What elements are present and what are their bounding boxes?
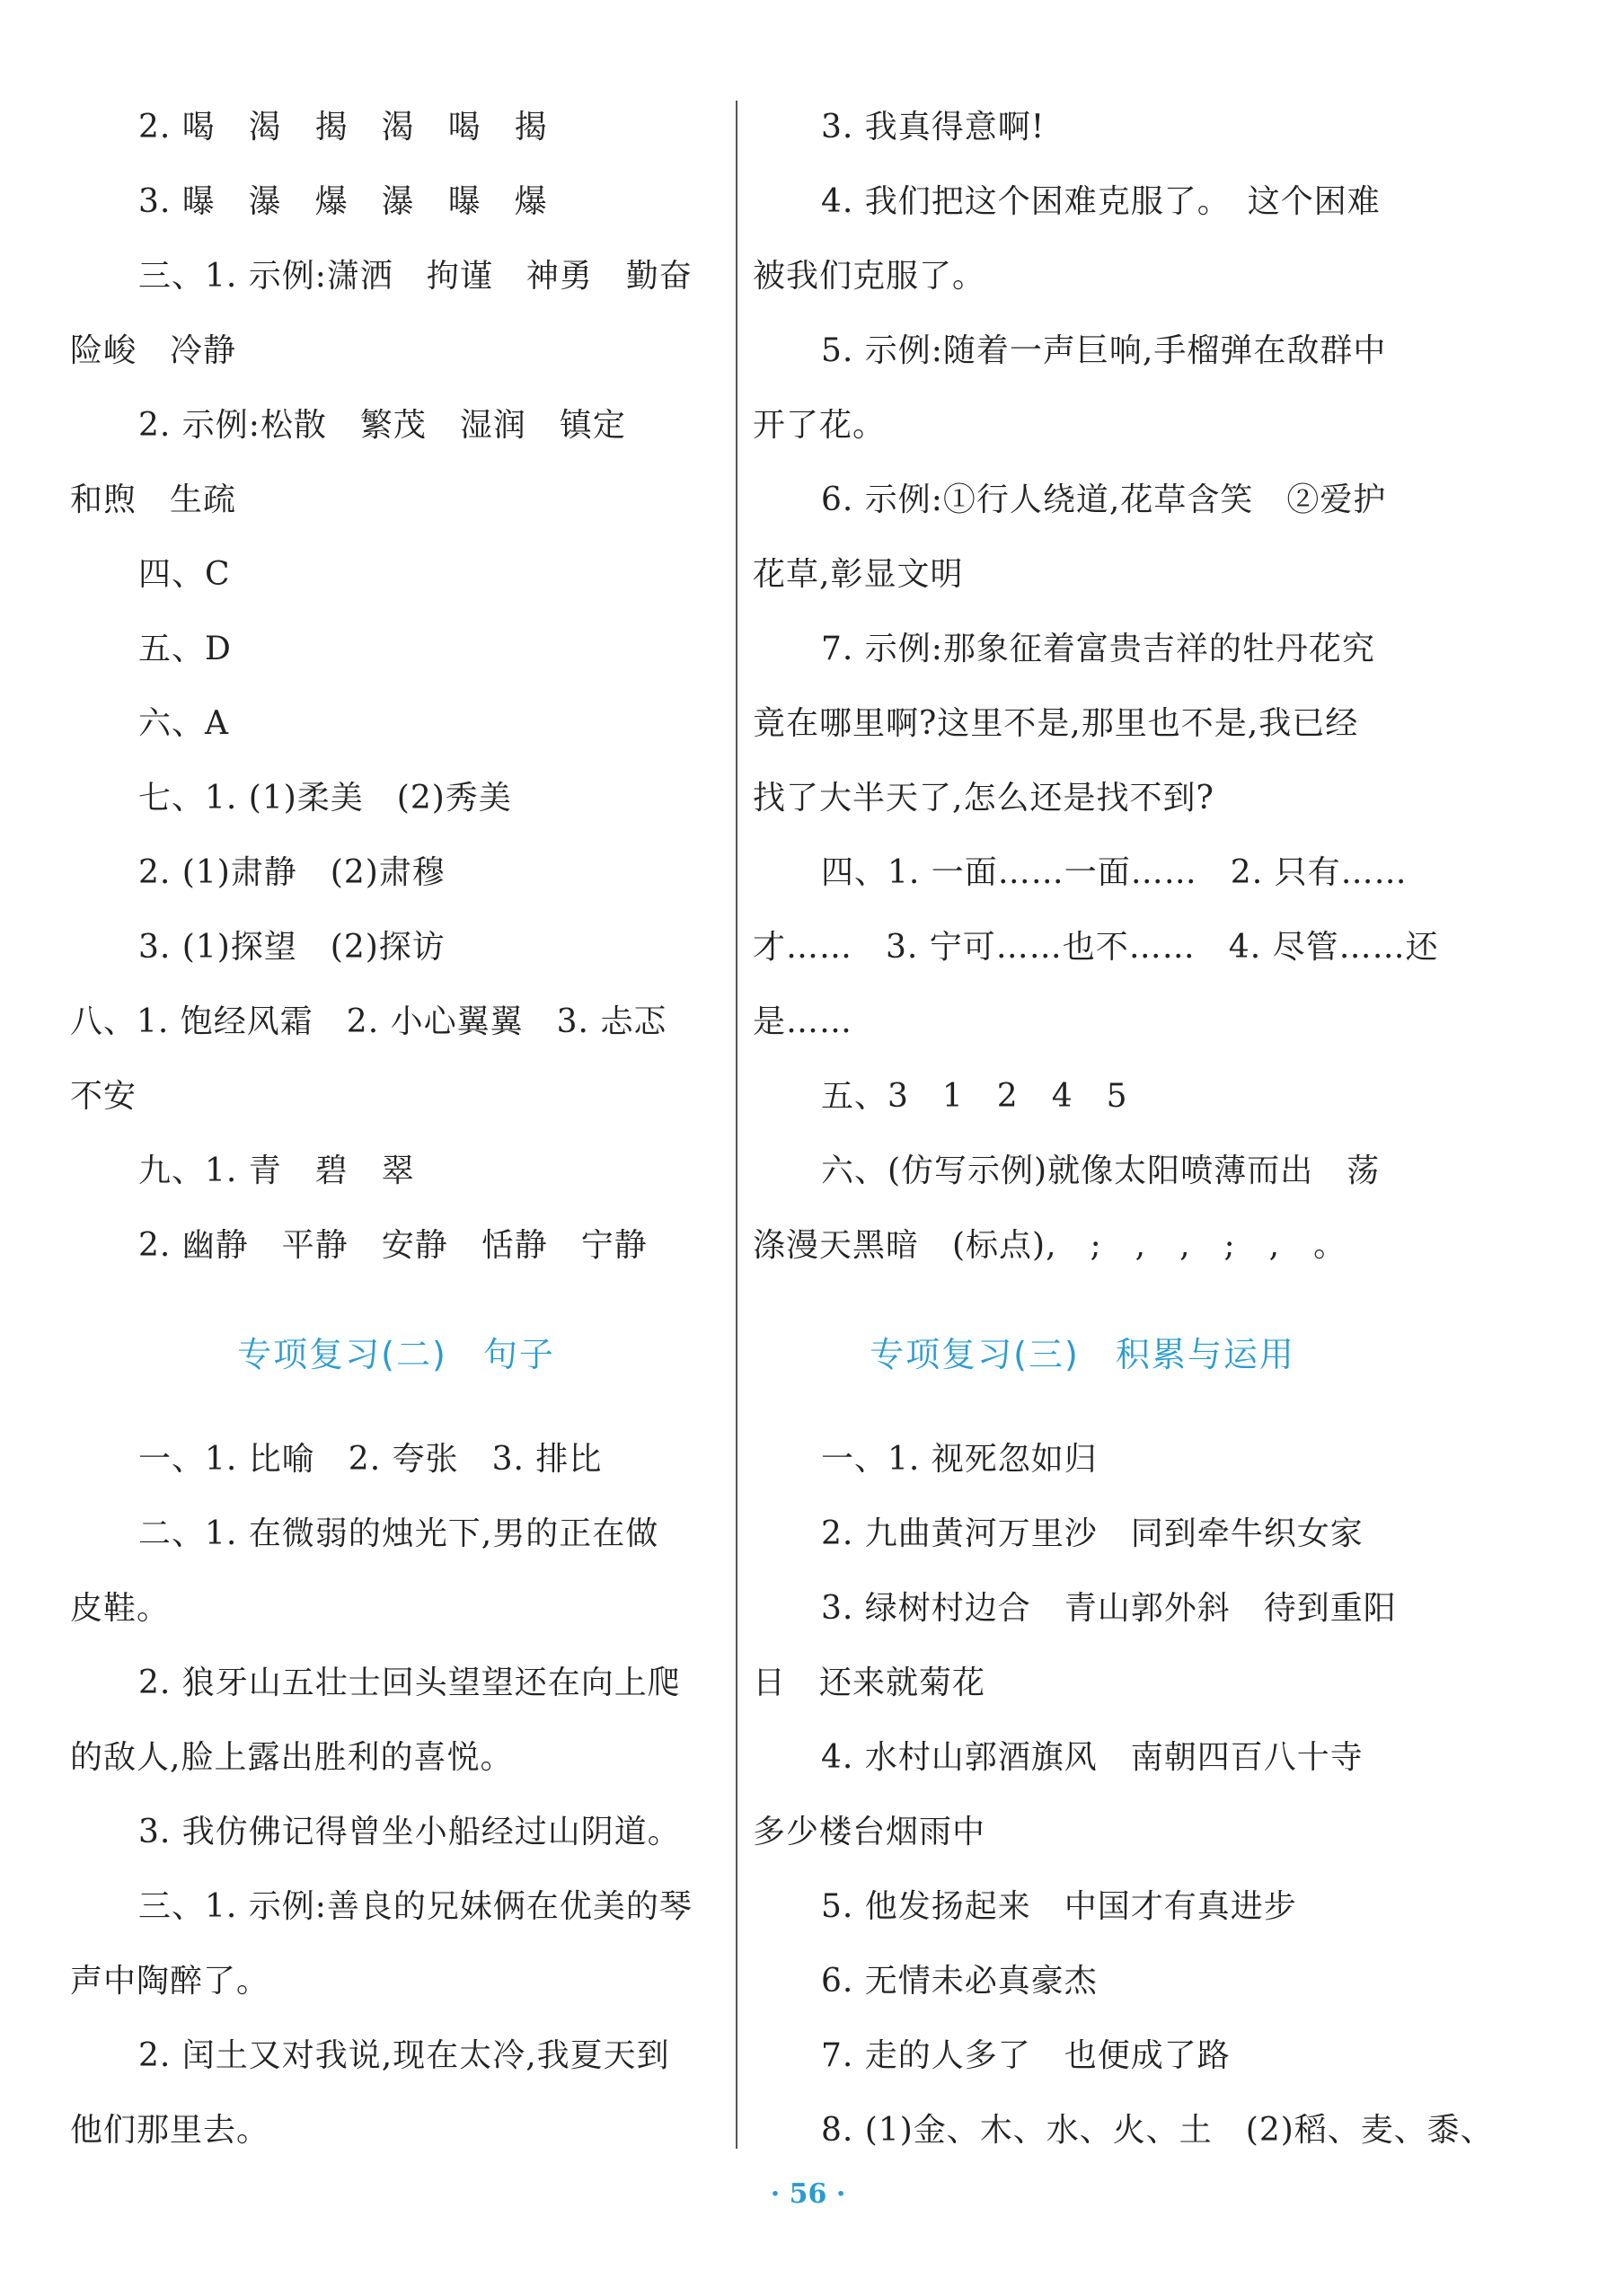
answer-line: 不安 [70, 1078, 137, 1115]
answer-line: 2. 九曲黄河万里沙 同到牵牛织女家 [821, 1515, 1364, 1552]
answer-line: 6. 无情未必真豪杰 [821, 1963, 1098, 2000]
column-divider [736, 101, 737, 2149]
answer-line: 四、1. 一面……一面…… 2. 只有…… [821, 854, 1408, 891]
answer-line: 才…… 3. 宁可……也不…… 4. 尽管……还 [753, 929, 1439, 966]
answer-line: 涤漫天黑暗 (标点), ; , , ; , 。 [753, 1227, 1347, 1264]
answer-line: 3. (1)探望 (2)探访 [138, 929, 446, 966]
answer-line: 2. 狼牙山五壮士回头望望还在向上爬 [138, 1665, 681, 1701]
answer-line: 竟在哪里啊?这里不是,那里也不是,我已经 [753, 705, 1359, 742]
answer-line: 五、D [138, 631, 232, 667]
answer-line: 被我们克服了。 [753, 258, 986, 295]
answer-line: 和煦 生疏 [70, 481, 237, 518]
answer-line: 2. (1)肃静 (2)肃穆 [138, 854, 446, 891]
answer-line: 8. (1)金、木、水、火、土 (2)稻、麦、黍、 [821, 2112, 1494, 2149]
page-number: · 56 · [770, 2178, 846, 2210]
answer-line: 一、1. 比喻 2. 夸张 3. 排比 [138, 1441, 603, 1478]
answer-line: 2. 闰土又对我说,现在太冷,我夏天到 [138, 2037, 670, 2074]
answer-line: 多少楼台烟雨中 [753, 1814, 986, 1850]
answer-line: 5. 示例:随着一声巨响,手榴弹在敌群中 [821, 332, 1387, 369]
answer-line: 六、(仿写示例)就像太阳喷薄而出 荡 [821, 1152, 1381, 1189]
answer-line: 的敌人,脸上露出胜利的喜悦。 [70, 1739, 514, 1776]
answer-line: 开了花。 [753, 407, 887, 444]
answer-line: 3. 绿树村边合 青山郭外斜 待到重阳 [821, 1590, 1397, 1627]
section-title: 专项复习(三) 积累与运用 [870, 1335, 1295, 1374]
answer-line: 7. 走的人多了 也便成了路 [821, 2037, 1231, 2074]
answer-line: 是…… [753, 1003, 853, 1040]
answer-line: 一、1. 视死忽如归 [821, 1441, 1098, 1478]
answer-line: 3. 我仿佛记得曾坐小船经过山阴道。 [138, 1814, 681, 1850]
answer-line: 三、1. 示例:潇洒 拘谨 神勇 勤奋 [138, 258, 693, 295]
answer-line: 2. 示例:松散 繁茂 湿润 镇定 [138, 407, 626, 444]
answer-line: 4. 水村山郭酒旗风 南朝四百八十寺 [821, 1739, 1364, 1776]
answer-line: 险峻 冷静 [70, 332, 237, 369]
answer-line: 三、1. 示例:善良的兄妹俩在优美的琴 [138, 1888, 693, 1925]
section-title: 专项复习(二) 句子 [237, 1335, 555, 1374]
answer-line: 声中陶醉了。 [70, 1963, 270, 2000]
answer-line: 日 还来就菊花 [753, 1665, 986, 1701]
answer-line: 二、1. 在微弱的烛光下,男的正在做 [138, 1515, 659, 1552]
answer-line: 六、A [138, 705, 229, 742]
answer-line: 八、1. 饱经风霜 2. 小心翼翼 3. 忐忑 [70, 1003, 667, 1040]
answer-line: 四、C [138, 556, 231, 593]
answer-line: 7. 示例:那象征着富贵吉祥的牡丹花究 [821, 631, 1375, 667]
answer-line: 花草,彰显文明 [753, 556, 964, 593]
answer-line: 3. 曝 瀑 爆 瀑 曝 爆 [138, 183, 548, 220]
answer-line: 6. 示例:①行人绕道,花草含笑 ②爱护 [821, 481, 1387, 518]
answer-line: 五、3 1 2 4 5 [821, 1078, 1128, 1115]
answer-line: 他们那里去。 [70, 2112, 270, 2149]
answer-line: 2. 喝 渴 揭 渴 喝 揭 [138, 109, 548, 146]
answer-line: 皮鞋。 [70, 1590, 171, 1627]
answer-line: 七、1. (1)柔美 (2)秀美 [138, 780, 512, 817]
answer-line: 3. 我真得意啊! [821, 109, 1046, 146]
answer-line: 找了大半天了,怎么还是找不到? [753, 780, 1214, 817]
answer-line: 2. 幽静 平静 安静 恬静 宁静 [138, 1227, 648, 1264]
answer-line: 4. 我们把这个困难克服了。 这个困难 [821, 183, 1381, 220]
answer-line: 5. 他发扬起来 中国才有真进步 [821, 1888, 1297, 1925]
answer-line: 九、1. 青 碧 翠 [138, 1152, 415, 1189]
